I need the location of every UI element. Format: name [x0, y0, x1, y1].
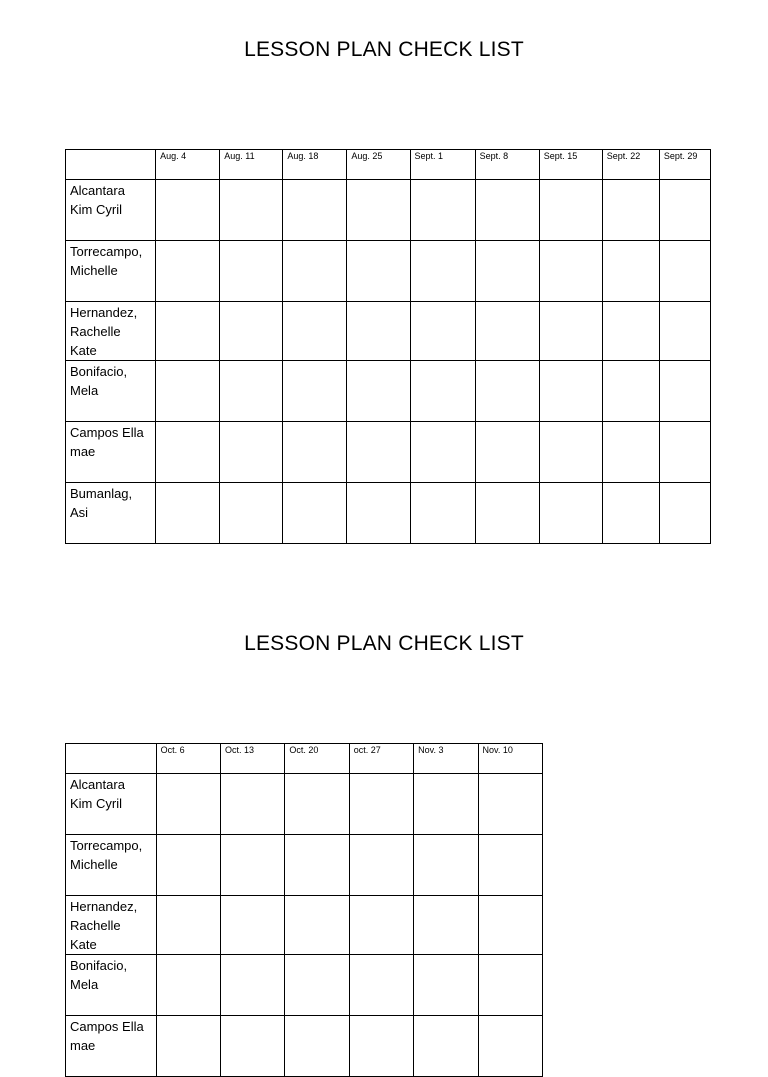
check-cell [410, 302, 475, 361]
teacher-name-line: Campos Ella [70, 425, 144, 440]
teacher-name-line: Hernandez, [70, 899, 138, 914]
check-cell [347, 241, 410, 302]
table-row [66, 896, 543, 955]
check-cell [283, 302, 347, 361]
table-row [66, 241, 711, 302]
teacher-name-cell [66, 180, 156, 241]
teacher-name-cell [66, 241, 156, 302]
teacher-name-line: Asi [70, 505, 89, 520]
check-cell [283, 422, 347, 483]
check-cell [410, 422, 475, 483]
teacher-name-line: Campos Ella [70, 1019, 144, 1034]
date-column-header: Oct. 20 [285, 744, 349, 774]
teacher-name-cell [66, 422, 156, 483]
table-row [66, 955, 543, 1016]
teacher-name-line: Rachelle [70, 918, 121, 933]
teacher-name-line: Hernandez, [70, 305, 138, 320]
teacher-name-line: Alcantara [70, 777, 125, 792]
teacher-name-line: Bonifacio, [70, 958, 128, 973]
check-cell [478, 955, 542, 1016]
check-cell [283, 241, 347, 302]
teacher-name-cell [66, 483, 156, 544]
check-cell [659, 422, 710, 483]
check-cell [283, 180, 347, 241]
table-row [66, 361, 711, 422]
check-cell [478, 896, 542, 955]
table-header-row [66, 150, 711, 180]
teacher-name-line: Mela [70, 977, 99, 992]
check-cell [220, 955, 284, 1016]
check-cell [539, 483, 602, 544]
check-cell [659, 180, 710, 241]
check-cell [475, 361, 539, 422]
check-cell [156, 422, 220, 483]
date-column-header: Aug. 4 [156, 150, 220, 180]
date-column-header: Nov. 3 [414, 744, 478, 774]
teacher-name-line: mae [70, 1038, 96, 1053]
check-cell [414, 774, 478, 835]
check-cell [602, 180, 659, 241]
check-cell [283, 483, 347, 544]
check-cell [414, 955, 478, 1016]
date-column-header: Sept. 15 [539, 150, 602, 180]
check-cell [156, 835, 220, 896]
date-column-header: Sept. 8 [475, 150, 539, 180]
date-column-header: Oct. 6 [156, 744, 220, 774]
date-column-header: Sept. 22 [602, 150, 659, 180]
table-row [66, 774, 543, 835]
teacher-name-cell [66, 896, 157, 955]
check-cell [347, 302, 410, 361]
check-cell [410, 483, 475, 544]
teacher-name-line: Kate [70, 937, 97, 952]
check-cell [539, 241, 602, 302]
check-cell [478, 835, 542, 896]
check-cell [539, 422, 602, 483]
check-cell [156, 1016, 220, 1077]
check-cell [283, 361, 347, 422]
check-cell [602, 361, 659, 422]
check-cell [475, 483, 539, 544]
check-cell [659, 483, 710, 544]
check-cell [539, 302, 602, 361]
check-cell [220, 1016, 284, 1077]
table-row [66, 1016, 543, 1077]
date-column-header: oct. 27 [349, 744, 413, 774]
checklist-title: LESSON PLAN CHECK LIST [244, 632, 524, 655]
check-cell [659, 302, 710, 361]
check-cell [475, 422, 539, 483]
check-cell [220, 835, 284, 896]
check-cell [478, 1016, 542, 1077]
date-column-header: Sept. 29 [659, 150, 710, 180]
check-cell [478, 774, 542, 835]
teacher-name-line: Bumanlag, [70, 486, 133, 501]
check-cell [285, 774, 349, 835]
check-cell [156, 361, 220, 422]
teacher-name-cell [66, 774, 157, 835]
check-cell [539, 180, 602, 241]
check-cell [220, 302, 283, 361]
date-column-header: Aug. 25 [347, 150, 410, 180]
table-row [66, 180, 711, 241]
teacher-name-line: Alcantara [70, 183, 125, 198]
check-cell [414, 835, 478, 896]
check-cell [220, 483, 283, 544]
teacher-name-line: Bonifacio, [70, 364, 128, 379]
teacher-name-line: Mela [70, 383, 99, 398]
teacher-name-line: Kate [70, 343, 97, 358]
table-header-row [66, 744, 543, 774]
date-column-header: Nov. 10 [478, 744, 542, 774]
check-cell [156, 241, 220, 302]
teacher-name-cell [66, 955, 157, 1016]
check-cell [156, 302, 220, 361]
date-column-header: Aug. 11 [220, 150, 283, 180]
check-cell [414, 1016, 478, 1077]
teacher-name-line: Michelle [70, 857, 118, 872]
check-cell [285, 1016, 349, 1077]
check-cell [220, 241, 283, 302]
teacher-name-cell [66, 835, 157, 896]
checklist-table [65, 149, 711, 544]
check-cell [347, 361, 410, 422]
check-cell [220, 361, 283, 422]
date-column-header: Oct. 13 [220, 744, 284, 774]
check-cell [475, 180, 539, 241]
check-cell [349, 835, 413, 896]
check-cell [659, 361, 710, 422]
check-cell [349, 896, 413, 955]
teacher-name-line: Kim Cyril [70, 796, 122, 811]
teacher-name-line: Michelle [70, 263, 118, 278]
check-cell [347, 483, 410, 544]
check-cell [410, 180, 475, 241]
check-cell [349, 774, 413, 835]
check-cell [349, 955, 413, 1016]
teacher-name-line: Torrecampo, [70, 244, 143, 259]
header-corner-cell [66, 150, 156, 180]
teacher-name-line: Torrecampo, [70, 838, 143, 853]
check-cell [475, 241, 539, 302]
check-cell [347, 180, 410, 241]
check-cell [220, 896, 284, 955]
teacher-name-line: mae [70, 444, 96, 459]
check-cell [220, 422, 283, 483]
check-cell [347, 422, 410, 483]
teacher-name-cell [66, 302, 156, 361]
checklist-title: LESSON PLAN CHECK LIST [244, 38, 524, 61]
check-cell [349, 1016, 413, 1077]
teacher-name-line: Kim Cyril [70, 202, 122, 217]
table-row [66, 302, 711, 361]
teacher-name-cell [66, 361, 156, 422]
table-row [66, 835, 543, 896]
check-cell [539, 361, 602, 422]
check-cell [602, 422, 659, 483]
check-cell [410, 361, 475, 422]
check-cell [659, 241, 710, 302]
table-row [66, 422, 711, 483]
checklist-table [65, 743, 543, 1077]
check-cell [156, 896, 220, 955]
check-cell [285, 835, 349, 896]
table-row [66, 483, 711, 544]
check-cell [220, 774, 284, 835]
header-corner-cell [66, 744, 157, 774]
check-cell [220, 180, 283, 241]
teacher-name-cell [66, 1016, 157, 1077]
check-cell [414, 896, 478, 955]
check-cell [156, 483, 220, 544]
date-column-header: Aug. 18 [283, 150, 347, 180]
teacher-name-line: Rachelle [70, 324, 121, 339]
check-cell [156, 180, 220, 241]
check-cell [602, 241, 659, 302]
check-cell [602, 483, 659, 544]
check-cell [475, 302, 539, 361]
check-cell [602, 302, 659, 361]
check-cell [285, 896, 349, 955]
check-cell [156, 955, 220, 1016]
date-column-header: Sept. 1 [410, 150, 475, 180]
check-cell [410, 241, 475, 302]
check-cell [285, 955, 349, 1016]
check-cell [156, 774, 220, 835]
